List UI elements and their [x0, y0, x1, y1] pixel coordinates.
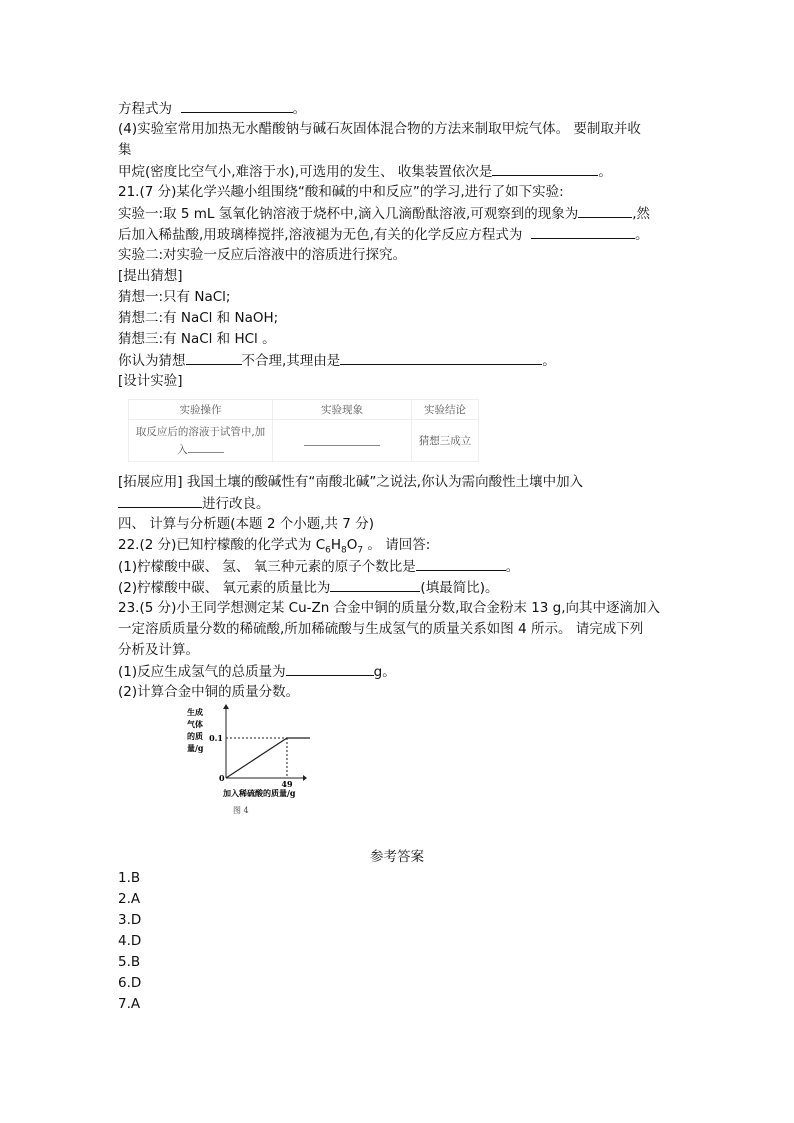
q20-p4-line2: 集 — [118, 142, 132, 158]
q23-part1: (1)反应生成氢气的总质量为 g。 — [118, 664, 396, 680]
answer-item: 1.B — [118, 870, 141, 886]
q21-exp1-line2: 后加入稀盐酸,用玻璃棒搅拌,溶液褪为无色,有关的化学反应方程式为 。 — [118, 227, 649, 243]
table-header: 实验现象 — [273, 400, 412, 420]
ylabel-line: 的质 — [187, 731, 203, 741]
table-cell-operation: 取反应后的溶液于试管中,加 入 — [129, 420, 273, 462]
hypothesis-heading: [提出猜想] — [118, 268, 183, 284]
hypothesis-2: 猜想二:有 NaCl 和 NaOH; — [118, 310, 279, 326]
figure-caption: 图 4 — [233, 806, 249, 815]
q23-part2: (2)计算合金中铜的质量分数。 — [118, 684, 300, 700]
blank[interactable] — [578, 204, 632, 218]
blank[interactable] — [531, 225, 635, 239]
answer-item: 3.D — [118, 912, 142, 928]
q23-line3: 分析及计算。 — [118, 642, 199, 658]
extension-line2: 进行改良。 — [118, 494, 270, 513]
blank[interactable] — [118, 494, 202, 508]
series-line — [226, 738, 310, 778]
answer-item: 6.D — [118, 975, 142, 991]
answer-item: 2.A — [118, 891, 141, 907]
blank[interactable] — [186, 351, 242, 365]
q21-exp1-line1: 实验一:取 5 mL 氢氧化钠溶液于烧杯中,滴入几滴酚酞溶液,可观察到的现象为 ,然 — [118, 206, 651, 222]
table-cell-conclusion: 猜想三成立 — [412, 420, 479, 462]
q20-p4-line1: (4)实验室常用加热无水醋酸钠与碱石灰固体混合物的方法来制取甲烷气体。 要制取并收 — [118, 121, 641, 137]
answer-item: 7.A — [118, 996, 141, 1012]
design-heading: [设计实验] — [118, 373, 183, 389]
y-tick-label: 0.1 — [209, 733, 223, 743]
table-header: 实验结论 — [412, 400, 479, 420]
x-tick-label: 49 — [281, 779, 293, 789]
experiment-table — [128, 399, 479, 462]
answer-item: 5.B — [118, 954, 141, 970]
figure-4-chart — [185, 703, 310, 818]
q22-part2: (2)柠檬酸中碳、 氧元素的质量比为 (填最简比)。 — [118, 580, 499, 596]
table-cell-phenomenon — [273, 420, 412, 462]
blank[interactable] — [340, 351, 542, 365]
ylabel-line: 量/g — [187, 743, 204, 753]
extension-line1: [拓展应用] 我国土壤的酸碱性有“南酸北碱”之说法,你认为需向酸性土壤中加入 — [118, 474, 584, 490]
blank[interactable] — [330, 578, 420, 592]
reason-line: 你认为猜想 不合理,其理由是 。 — [118, 353, 556, 369]
blank[interactable] — [181, 99, 293, 113]
answers-title: 参考答案 — [370, 849, 424, 865]
q21-exp2: 实验二:对实验一反应后溶液中的溶质进行探究。 — [118, 247, 407, 263]
blank[interactable] — [286, 662, 374, 676]
table-header: 实验操作 — [129, 400, 273, 420]
hypothesis-3: 猜想三:有 NaCl 和 HCl 。 — [118, 331, 276, 347]
q22-part1: (1)柠檬酸中碳、 氢、 氧三种元素的原子个数比是 。 — [118, 559, 520, 575]
blank[interactable] — [188, 439, 224, 453]
hypothesis-1: 猜想一:只有 NaCl; — [118, 289, 231, 305]
blank[interactable] — [304, 432, 380, 446]
blank[interactable] — [492, 162, 598, 176]
q22-title: 22.(2 分)已知柠檬酸的化学式为 $C_6H_8O_7$ 。 请回答: — [118, 537, 431, 556]
ylabel-line: 生成 — [187, 707, 203, 717]
q23-line2: 一定溶质质量分数的稀硫酸,所加稀硫酸与生成氢气的质量关系如图 4 所示。 请完成下列 — [118, 621, 644, 637]
q20-equation-line: 方程式为 。 — [118, 101, 307, 117]
blank[interactable] — [416, 557, 506, 571]
q21-title: 21.(7 分)某化学兴趣小组围绕“酸和碱的中和反应”的学习,进行了如下实验: — [118, 184, 564, 200]
x-axis-label: 加入稀硫酸的质量/g — [223, 788, 296, 798]
answer-item: 4.D — [118, 933, 142, 949]
y-axis-arrow-icon — [223, 704, 229, 709]
x-axis-arrow-icon — [303, 775, 307, 781]
origin-label: 0 — [219, 773, 225, 783]
section-4-heading: 四、 计算与分析题(本题 2 个小题,共 7 分) — [118, 516, 374, 532]
q20-p4-line3: 甲烷(密度比空气小,难溶于水),可选用的发生、 收集装置依次是 。 — [118, 164, 612, 180]
q23-line1: 23.(5 分)小王同学想测定某 Cu-Zn 合金中铜的质量分数,取合金粉末 13 g,向其中逐滴加入 — [118, 600, 661, 616]
ylabel-line: 气体 — [187, 719, 203, 729]
